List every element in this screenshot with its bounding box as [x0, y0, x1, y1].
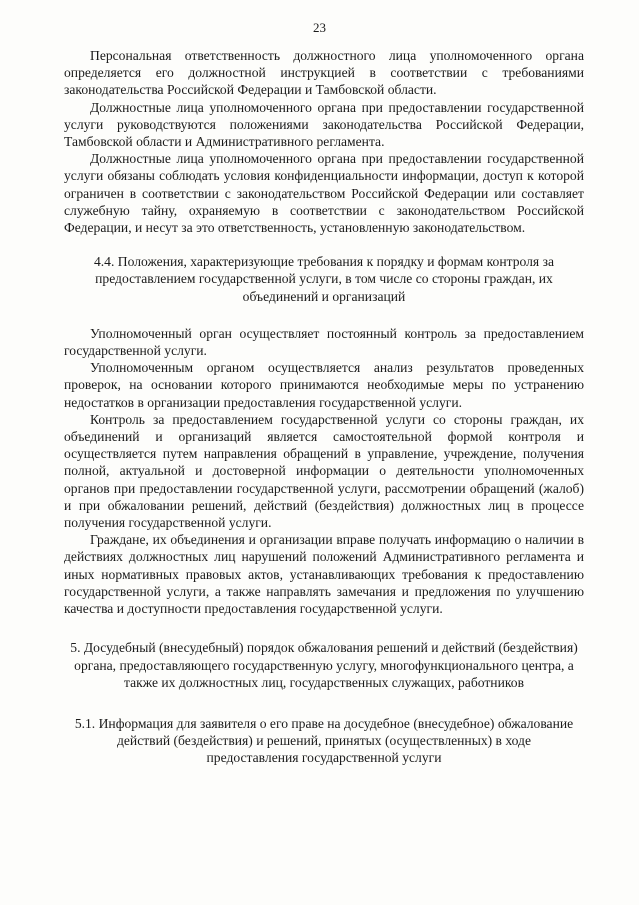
section-5-heading: 5. Досудебный (внесудебный) порядок обжалования решений и действий (бездействия) органа, предоставляющего государственную услугу, многофункционального центра, а также их должностных лиц, государственных служащих, работников — [70, 640, 578, 690]
paragraph-confidentiality: Должностные лица уполномоченного органа при предоставлении государственной услуги обязаны соблюдать условия конфиденциальности информации, доступ к которой ограничен в соответствии с законодательством Российской Федерации или составляет служебную тайну, охраняемую в соответствии с законодательством Российской Федерации, и несут за это ответственность, установленную законодательством. — [64, 151, 584, 236]
paragraph-guidance: Должностные лица уполномоченного органа при предоставлении государственной услуги руководствуются положениями законодательства Российской Федерации, Тамбовской области и Административного регламента. — [64, 99, 584, 150]
section-4-4-heading: 4.4. Положения, характеризующие требования к порядку и формам контроля за предоставлением государственной услуги, в том числе со стороны граждан, их объединений и организаций — [93, 254, 554, 304]
paragraph-responsibility: Персональная ответственность должностного лица уполномоченного органа определяется его должностной инструкцией в соответствии с требованиями законодательства Российской Федерации и Тамбовской области. — [64, 48, 584, 98]
paragraph-analysis: Уполномоченным органом осуществляется анализ результатов проведенных проверок, на основании которого принимаются необходимые меры по устранению недостатков в организации предоставления государственной услуги. — [64, 360, 584, 410]
paragraph-citizen-rights: Граждане, их объединения и организации вправе получать информацию о наличии в действиях должностных лиц нарушений положений Административного регламента и иных нормативных правовых актов, устанавливающих требования к предоставлению государственной услуги, а также направлять замечания и предложения по улучшению качества и доступности предоставления государственной услуги. — [64, 532, 584, 617]
paragraph-citizen-control: Контроль за предоставлением государственной услуги со стороны граждан, их объединений и организаций является самостоятельной формой контроля и осуществляется путем направления обращений в управление, учреждение, получения полной, актуальной и достоверной информации о деятельности уполномоченных органов при предоставлении государственной услуги, рассмотрении обращений (жалоб) и при обжаловании решений, действий (бездействия) должностных лиц в процессе получения государственной услуги. — [64, 411, 584, 531]
section-5-1-heading: 5.1. Информация для заявителя о его праве на досудебное (внесудебное) обжалование действий (бездействия) и решений, принятых (осуществленных) в ходе предоставления государственной услуги — [74, 715, 574, 766]
paragraph-constant-control: Уполномоченный орган осуществляет постоянный контроль за предоставлением государственной услуги. — [64, 325, 584, 359]
page-number: 23 — [313, 20, 326, 35]
page-body — [64, 47, 584, 767]
